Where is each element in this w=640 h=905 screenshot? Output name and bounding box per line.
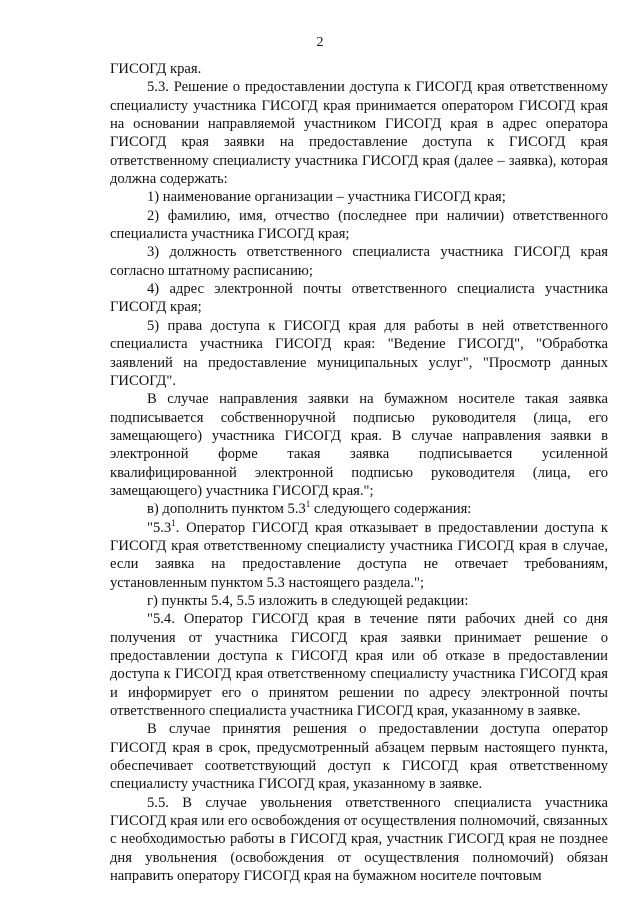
superscript: 1 — [305, 499, 311, 510]
superscript: 1 — [171, 517, 176, 528]
text-segment: в) дополнить пунктом 5.3 — [147, 501, 306, 518]
list-item-2: 2) фамилию, имя, отчество (последнее при наличии) ответственного специалиста участника ГИСОГД края; — [110, 207, 608, 243]
paragraph: ГИСОГД края. — [110, 61, 202, 77]
paragraph-signature-rules: В случае направления заявки на бумажном носителе такая заявка подписывается собственноручной подписью руководителя (лица, его замещающего) участника ГИСОГД края. В случае направления заявки в электронной форме такая заявка подписывается усиленной квалифицированной электронной подписью руководителя (лица, его замещающего) участника ГИСОГД края."; — [110, 391, 608, 499]
paragraph-amendment-g: г) пункты 5.4, 5.5 изложить в следующей редакции: — [147, 592, 469, 609]
list-item-3: 3) должность ответственного специалиста участника ГИСОГД края согласно штатному расписанию; — [110, 244, 608, 279]
paragraph-amendment-v — [110, 500, 608, 518]
text-segment: следующего содержания: — [310, 501, 472, 518]
page-number: 2 — [316, 35, 324, 50]
list-item-5: 5) права доступа к ГИСОГД края для работы в ней ответственного специалиста участника ГИСОГД края: "Ведение ГИСОГД", "Обработка заявлений на предоставление муниципальных услуг", "Просмотр данных ГИСОГД". — [110, 317, 608, 389]
list-item-1: 1) наименование организации – участника ГИСОГД края; — [147, 189, 506, 206]
paragraph-5-4: "5.4. Оператор ГИСОГД края в течение пяти рабочих дней со дня получения от участника ГИСОГД края заявки принимает решение о предоставлении доступа к ГИСОГД края или об отказе в предоставлении доступа к ГИСОГД края ответственному специалисту участника ГИСОГД края и информирует его о принятом решении по адресу электронной почты ответственного специалиста участника ГИСОГД края, указанному в заявке. — [110, 611, 608, 720]
paragraph-access-decision: В случае принятия решения о предоставлении доступа оператор ГИСОГД края в срок, предусмотренный абзацем первым настоящего пункта, обеспечивает соответствующий доступ к ГИСОГД края ответственному специалисту участника ГИСОГД края, указанному в заявке. — [110, 721, 608, 793]
paragraph-5-3: 5.3. Решение о предоставлении доступа к ГИСОГД края ответственному специалисту участника ГИСОГД края принимается оператором ГИСОГД края на основании направляемой участником ГИСОГД края в адрес оператора ГИСОГД края заявки на предоставление доступа к ГИСОГД края ответственному специалисту участника ГИСОГД края (далее – заявка), которая должна содержать: — [110, 79, 608, 188]
text-segment: . Оператор ГИСОГД края отказывает в предоставлении доступа к ГИСОГД края ответственному специалисту участника ГИСОГД края в случае, если заявка на предоставление доступа не отвечает требованиям, установленным пунктом 5.3 настоящего раздела."; — [110, 519, 608, 591]
paragraph-5-5: 5.5. В случае увольнения ответственного специалиста участника ГИСОГД края или его освобождения от осуществления полномочий, связанных с необходимостью работы в ГИСОГД края, участник ГИСОГД края не позднее дня увольнения (освобождения от осуществления полномочий) обязан направить оператору ГИСОГД края на бумажном носителе почтовым — [110, 794, 608, 885]
text-segment: "5.3 — [147, 519, 172, 536]
document-body — [110, 60, 608, 885]
list-item-4: 4) адрес электронной почты ответственного специалиста участника ГИСОГД края; — [110, 281, 608, 316]
paragraph-5-3-1 — [110, 519, 608, 592]
